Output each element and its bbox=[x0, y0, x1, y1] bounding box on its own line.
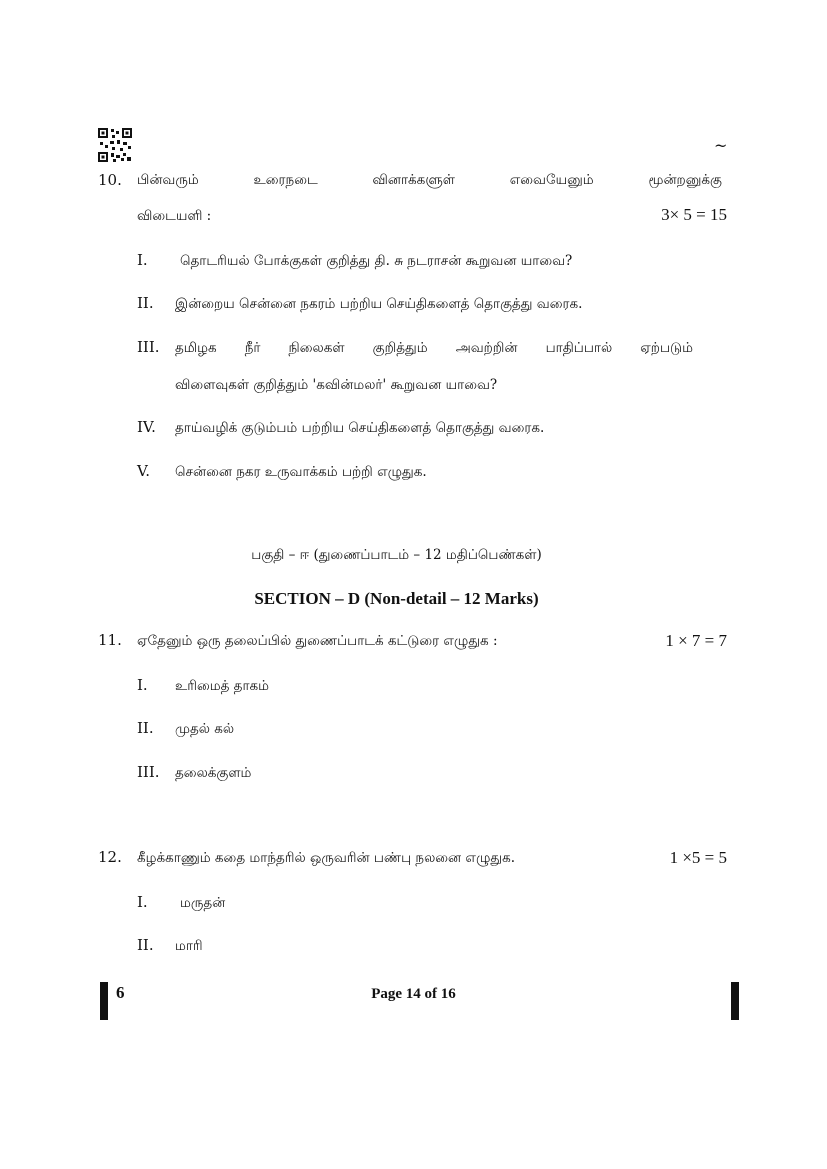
q12-text: கீழக்காணும் கதை மாந்தரில் ஒருவரின் பண்பு நலனை எழுதுக. bbox=[137, 850, 516, 866]
page-number: Page 14 of 16 bbox=[371, 986, 456, 1002]
q10-word: வினாக்களுள் bbox=[372, 172, 455, 188]
footer-right-bar bbox=[731, 982, 739, 1020]
corner-mark: ~ bbox=[714, 136, 728, 155]
q12-item-num: II. bbox=[137, 936, 154, 954]
q11-item-num: I. bbox=[137, 676, 148, 694]
q10-item3-word: நிலைகள் bbox=[288, 340, 345, 356]
q10-item3-word: பாதிப்பால் bbox=[545, 340, 613, 356]
q10-item-text-line2: விளைவுகள் குறித்தும் 'கவின்மலர்' கூறுவன யாவை? bbox=[175, 377, 498, 393]
q10-word: மூன்றனுக்கு bbox=[648, 172, 722, 188]
section-title-english: SECTION – D (Non-detail – 12 Marks) bbox=[254, 589, 539, 608]
q11-marks: 1 × 7 = 7 bbox=[665, 631, 727, 650]
q11-item-text: முதல் கல் bbox=[175, 721, 235, 737]
q11-item-text: தலைக்குளம் bbox=[175, 765, 252, 781]
q10-item3-word: நீர் bbox=[244, 340, 261, 356]
q10-item3-word: ஏற்படும் bbox=[640, 340, 693, 356]
section-title-tamil: பகுதி – ஈ (துணைப்பாடம் – 12 மதிப்பெண்கள்) bbox=[251, 547, 542, 563]
q10-item3-word: தமிழக bbox=[175, 340, 217, 356]
q11-text: ஏதேனும் ஒரு தலைப்பில் துணைப்பாடக் கட்டுரை எழுதுக : bbox=[137, 633, 498, 649]
q10-marks: 3× 5 = 15 bbox=[661, 205, 727, 224]
q10-item-num: II. bbox=[137, 294, 154, 312]
q10-text-line1 bbox=[137, 172, 722, 190]
q12-item-text: மருதன் bbox=[180, 895, 226, 911]
q10-item-text: சென்னை நகர உருவாக்கம் பற்றி எழுதுக. bbox=[175, 464, 427, 480]
q10-item-text: தாய்வழிக் குடும்பம் பற்றிய செய்திகளைத் தொகுத்து வரைக. bbox=[175, 420, 545, 436]
q10-item-num: IV. bbox=[137, 418, 156, 436]
q10-word: உரைநடை bbox=[253, 172, 318, 188]
q10-item3-word: அவற்றின் bbox=[455, 340, 518, 356]
q10-word: பின்வரும் bbox=[137, 172, 199, 188]
q11-number: 11. bbox=[98, 631, 122, 649]
q12-marks: 1 ×5 = 5 bbox=[669, 848, 727, 867]
q11-item-num: II. bbox=[137, 719, 154, 737]
q10-text-line2: விடையளி : bbox=[137, 208, 212, 224]
q11-item-text: உரிமைத் தாகம் bbox=[175, 678, 270, 694]
q10-item-num: I. bbox=[137, 251, 148, 269]
q10-item-text: இன்றைய சென்னை நகரம் பற்றிய செய்திகளைத் தொகுத்து வரைக. bbox=[175, 296, 583, 312]
q10-item3-word: குறித்தும் bbox=[372, 340, 428, 356]
q12-item-text: மாரி bbox=[175, 938, 203, 954]
q11-item-num: III. bbox=[137, 763, 160, 781]
q12-number: 12. bbox=[98, 848, 122, 866]
q10-item-num: V. bbox=[137, 462, 150, 480]
qr-code-icon bbox=[98, 128, 132, 162]
q10-word: எவையேனும் bbox=[509, 172, 594, 188]
q10-item-text: தொடரியல் போக்குகள் குறித்து தி. சு நடராசன் கூறுவன யாவை? bbox=[180, 253, 573, 269]
q10-item-num: III. bbox=[137, 338, 160, 356]
q12-item-num: I. bbox=[137, 893, 148, 911]
footer-left-number: 6 bbox=[116, 983, 125, 1002]
q10-number: 10. bbox=[98, 171, 122, 189]
q10-item-text bbox=[175, 340, 693, 358]
